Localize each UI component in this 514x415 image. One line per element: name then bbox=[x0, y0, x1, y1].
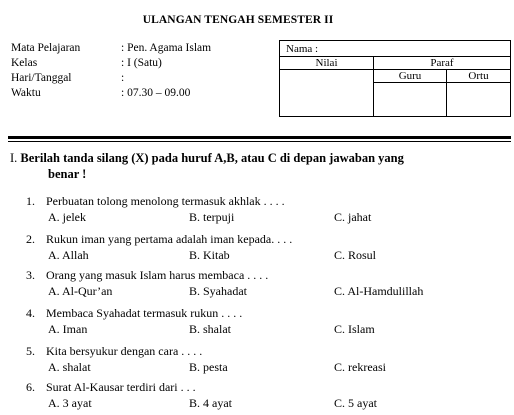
info-label-time: Waktu bbox=[11, 87, 41, 99]
question-text: Rukun iman yang pertama adalah iman kepada. . . . bbox=[46, 232, 293, 246]
question-number: 2. bbox=[26, 232, 35, 246]
info-label-class: Kelas bbox=[11, 57, 38, 69]
option-b[interactable]: B. pesta bbox=[189, 360, 228, 374]
option-b[interactable]: B. shalat bbox=[189, 322, 231, 336]
question-number: 1. bbox=[26, 194, 35, 208]
option-a[interactable]: A. Iman bbox=[48, 322, 88, 336]
name-field[interactable] bbox=[280, 41, 511, 57]
option-c[interactable]: C. 5 ayat bbox=[334, 396, 377, 410]
option-a[interactable]: A. 3 ayat bbox=[48, 396, 92, 410]
info-label-subject: Mata Pelajaran bbox=[11, 42, 81, 54]
guru-header: Guru bbox=[374, 70, 447, 83]
option-b[interactable]: B. Syahadat bbox=[189, 284, 247, 298]
info-value-class: : I (Satu) bbox=[121, 57, 162, 69]
nilai-cell[interactable] bbox=[280, 70, 374, 117]
option-c[interactable]: C. jahat bbox=[334, 210, 372, 224]
question-text: Perbuatan tolong menolong termasuk akhlak . . . . bbox=[46, 194, 285, 208]
option-a[interactable]: A. Allah bbox=[48, 248, 89, 262]
question-text: Orang yang masuk Islam harus membaca . . . . bbox=[46, 268, 269, 282]
option-a[interactable]: A. Al-Qur’an bbox=[48, 284, 113, 298]
score-box bbox=[279, 40, 511, 117]
exam-title: ULANGAN TENGAH SEMESTER II bbox=[142, 14, 334, 26]
nilai-header: Nilai bbox=[280, 57, 374, 70]
info-value-date: : bbox=[121, 72, 125, 84]
ortu-signature-cell[interactable] bbox=[447, 83, 511, 117]
section-number: I. bbox=[10, 151, 18, 165]
question-number: 3. bbox=[26, 268, 35, 282]
name-label: Nama : bbox=[286, 42, 319, 55]
question-number: 4. bbox=[26, 306, 35, 320]
section-instruction bbox=[10, 150, 490, 182]
option-b[interactable]: B. terpuji bbox=[189, 210, 235, 224]
instruction-line-1: Berilah tanda silang (X) pada huruf A,B, atau C di depan jawaban yang bbox=[20, 151, 404, 165]
divider-thin bbox=[8, 141, 511, 142]
divider-thick bbox=[8, 136, 511, 139]
info-value-time: : 07.30 – 09.00 bbox=[121, 87, 191, 99]
info-label-date: Hari/Tanggal bbox=[11, 72, 72, 84]
info-value-subject: : Pen. Agama Islam bbox=[121, 42, 212, 54]
question-number: 6. bbox=[26, 380, 35, 394]
option-b[interactable]: B. 4 ayat bbox=[189, 396, 232, 410]
paraf-header: Paraf bbox=[374, 57, 511, 70]
option-c[interactable]: C. Islam bbox=[334, 322, 375, 336]
option-c[interactable]: C. Al-Hamdulillah bbox=[334, 284, 424, 298]
option-a[interactable]: A. shalat bbox=[48, 360, 91, 374]
instruction-line-2: benar ! bbox=[48, 167, 87, 181]
ortu-header: Ortu bbox=[447, 70, 511, 83]
option-b[interactable]: B. Kitab bbox=[189, 248, 230, 262]
question-text: Surat Al-Kausar terdiri dari . . . bbox=[46, 380, 196, 394]
question-text: Membaca Syahadat termasuk rukun . . . . bbox=[46, 306, 243, 320]
guru-signature-cell[interactable] bbox=[374, 83, 447, 117]
option-c[interactable]: C. rekreasi bbox=[334, 360, 386, 374]
option-c[interactable]: C. Rosul bbox=[334, 248, 377, 262]
option-a[interactable]: A. jelek bbox=[48, 210, 86, 224]
question-text: Kita bersyukur dengan cara . . . . bbox=[46, 344, 203, 358]
question-number: 5. bbox=[26, 344, 35, 358]
